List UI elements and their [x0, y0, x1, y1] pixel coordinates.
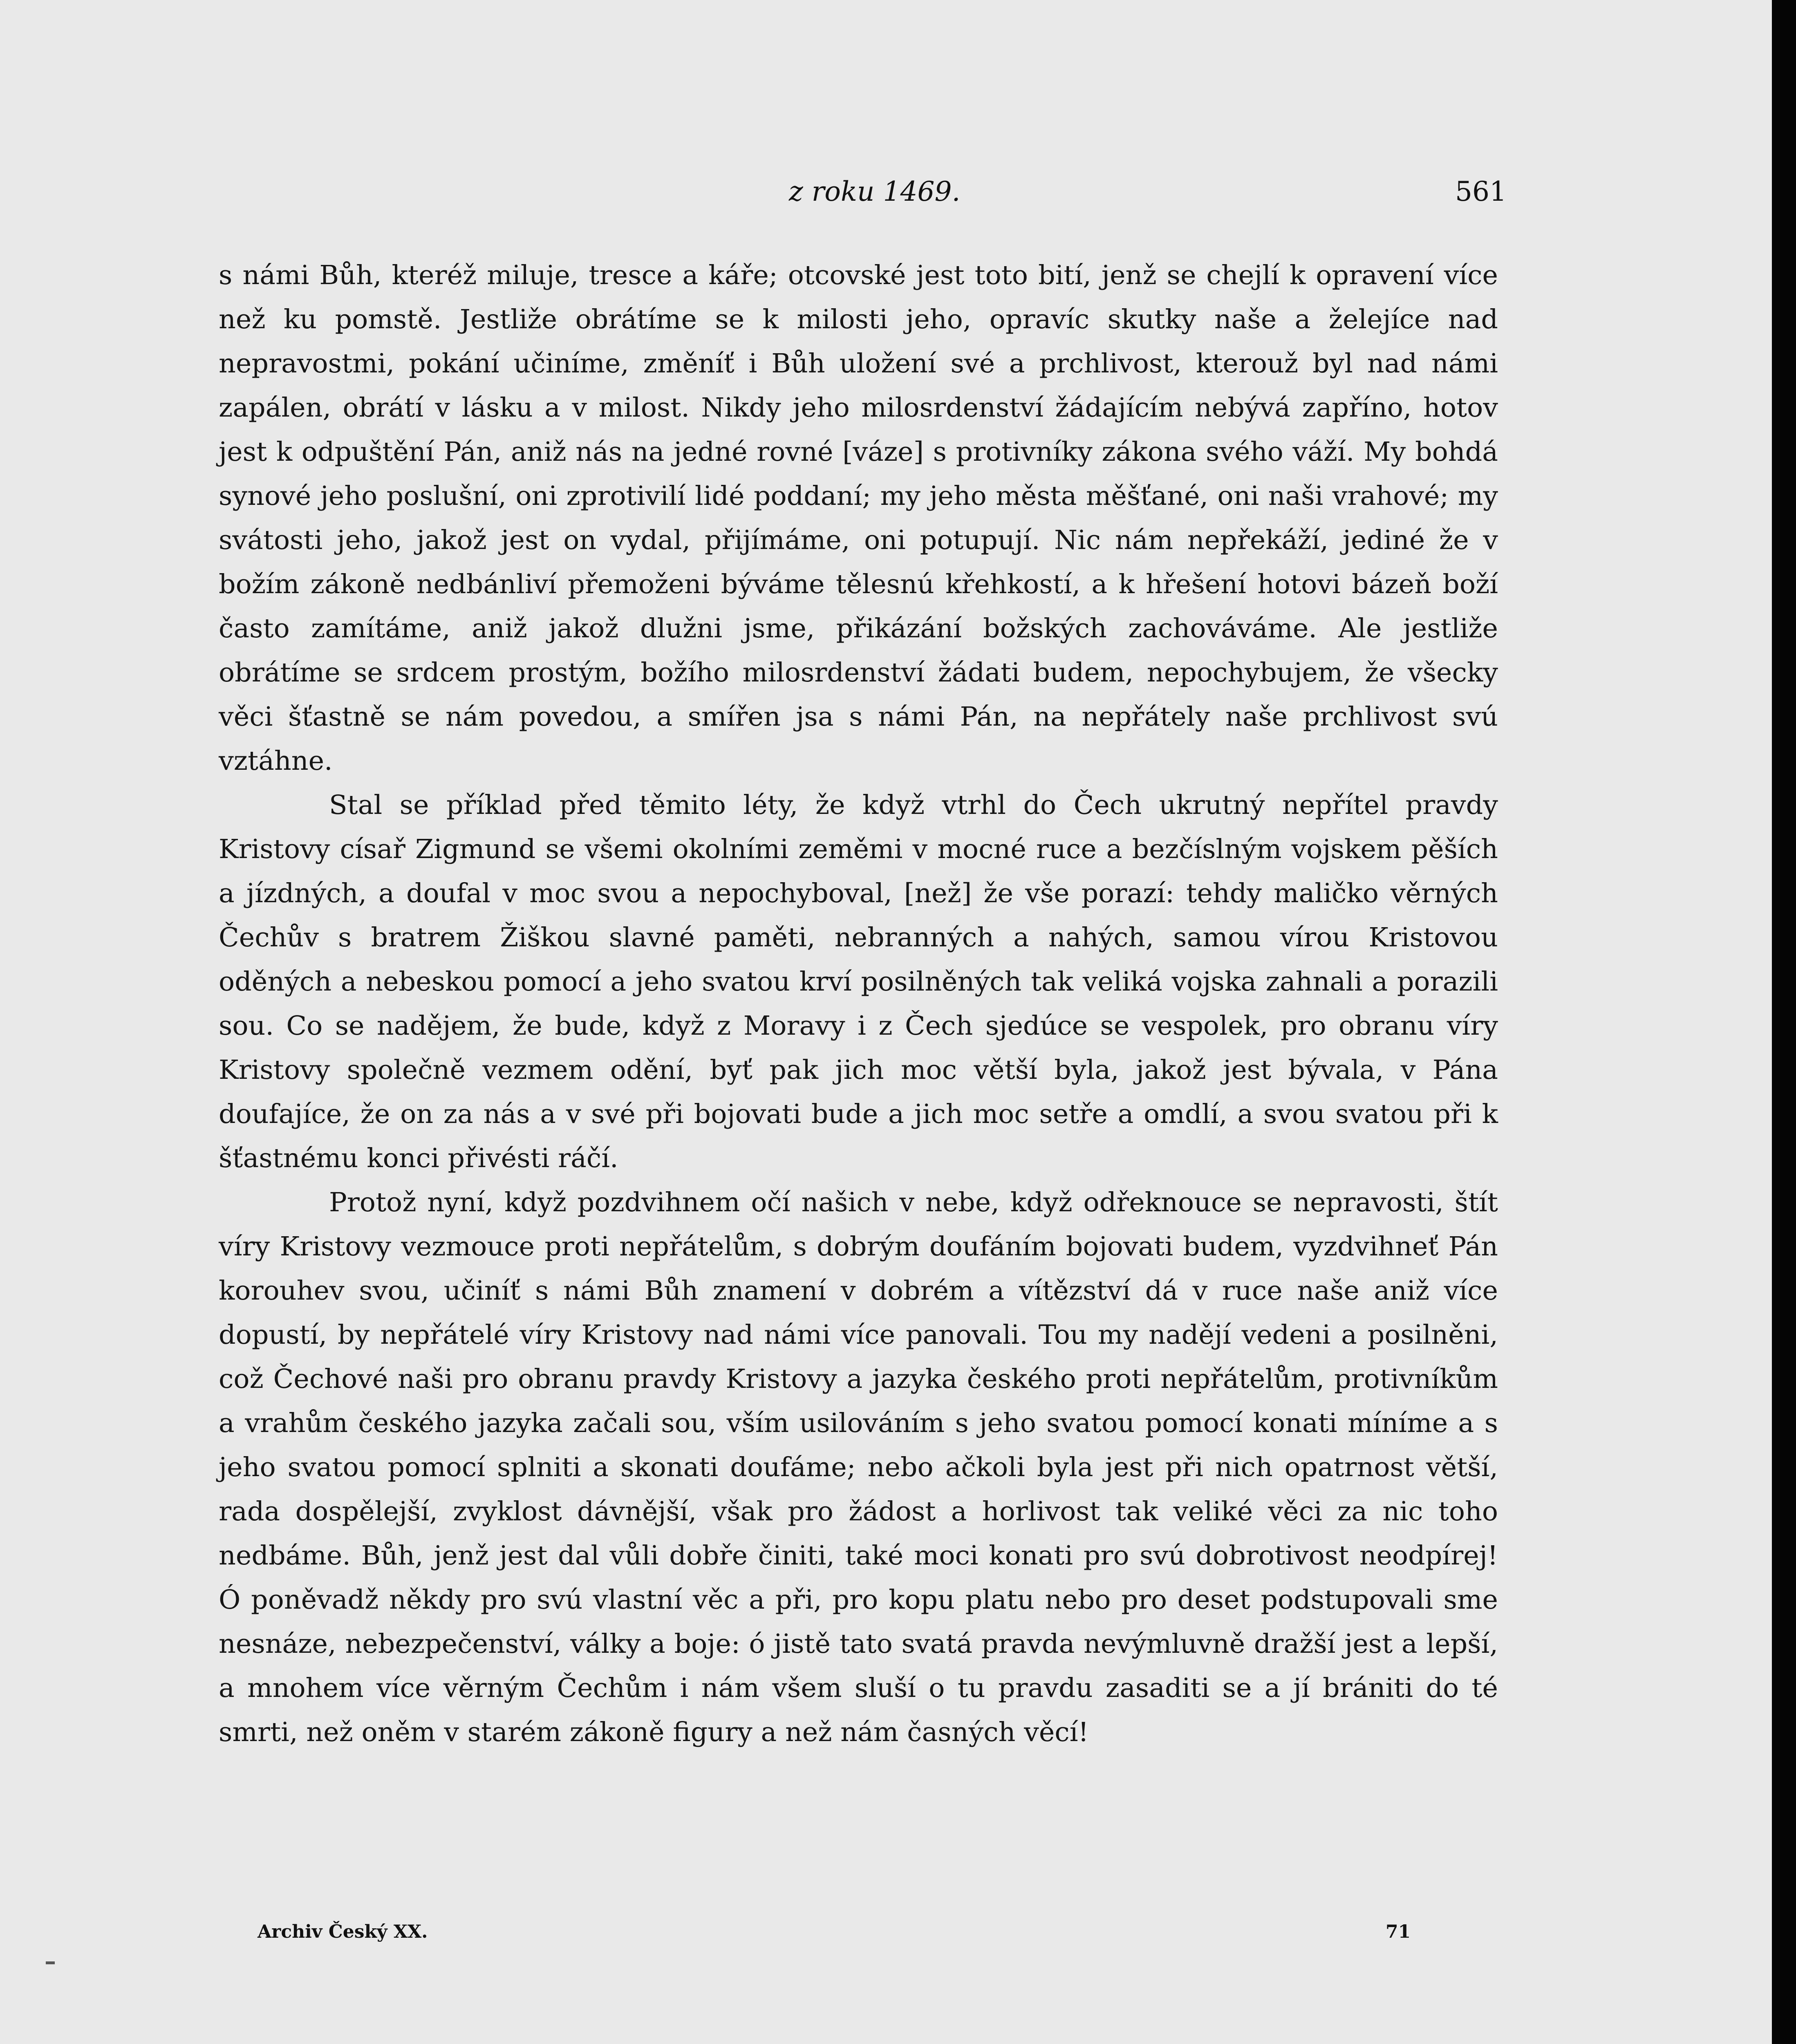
body-text — [219, 253, 1498, 1755]
page-number: 561 — [1455, 176, 1507, 207]
page-footer — [0, 1921, 1772, 1958]
paragraph-3: Protož nyní, když pozdvihnem očí našich v nebe, když odřeknouce se nepravosti, štít víry Kristovy vezmouce proti nepřátelům, s dobrým doufáním bojovati budem, vyzdvihneť Pán korouhev svou, učiníť s námi Bůh znamení v dobrém a vítězství dá v ruce naše aniž více dopustí, by nepřátelé víry Kristovy nad námi více panovali. Tou my nadějí vedeni a posilněni, což Čechové naši pro obranu pravdy Kristovy a jazyka českého proti nepřátelům, protivníkům a vrahům českého jazyka začali sou, vším usilováním s jeho svatou pomocí konati míníme a s jeho svatou pomocí splniti a skonati doufáme; nebo ačkoli byla jest při nich opatrnost větší, rada dospělejší, zvyklost dávnější, však pro žádost a horlivost tak veliké věci za nic toho nedbáme. Bůh, jenž jest dal vůli dobře činiti, také moci konati pro svú dobrotivost neodpírej! Ó poněvadž někdy pro svú vlastní věc a při, pro kopu platu nebo pro deset podstupovali sme nesnáze, nebezpečenství, války a boje: ó jistě tato svatá pravda nevýmluvně dražší jest a lepší, a mnohem více věrným Čechům i nám všem sluší o tu pravdu zasaditi se a jí brániti do té smrti, než oněm v starém zákoně figury a než nám časných věcí! — [219, 1187, 1498, 1748]
paragraph-1: s námi Bůh, kteréž miluje, tresce a káře; otcovské jest toto bití, jenž se chejlí k opravení více než ku pomstě. Jestliže obrátíme se k milosti jeho, opravíc skutky naše a želejíce nad nepravostmi, pokání učiníme, změníť i Bůh uložení své a prchlivost, kterouž byl nad námi zapálen, obrátí v lásku a v milost. Nikdy jeho milosrdenství žádajícím nebývá zapříno, hotov jest k odpuštění Pán, aniž nás na jedné rovné [váze] s protivníky zákona svého váží. My bohdá synové jeho poslušní, oni zprotivilí lidé poddaní; my jeho města měšťané, oni naši vrahové; my svátosti jeho, jakož jest on vydal, přijímáme, oni potupují. Nic nám nepřekáží, jediné že v božím zákoně nedbánliví přemoženi býváme tělesnú křehkostí, a k hřešení hotovi bázeň boží často zamítáme, aniž jakož dlužni jsme, přikázání božských zachováváme. Ale jestliže obrátíme se srdcem prostým, božího milosrdenství žádati budem, nepochybujem, že všecky věci šťastně se nám povedou, a smířen jsa s námi Pán, na nepřátely naše prchlivost svú vztáhne. — [219, 260, 1498, 776]
paragraph-2: Stal se příklad před těmito léty, že když vtrhl do Čech ukrutný nepřítel pravdy Kristovy císař Zigmund se všemi okolními zeměmi v mocné ruce a bezčíslným vojskem pěších a jízdných, a doufal v moc svou a nepochyboval, [než] že vše porazí: tehdy maličko věrných Čechův s bratrem Žiškou slavné paměti, nebranných a nahých, samou vírou Kristovou oděných a nebeskou pomocí a jeho svatou krví posilněných tak veliká vojska zahnali a porazili sou. Co se nadějem, že bude, když z Moravy i z Čech sjedúce se vespolek, pro obranu víry Kristovy společně vezmem odění, byť pak jich moc větší byla, jakož jest bývala, v Pána doufajíce, že on za nás a v své při bojovati bude a jich moc setře a omdlí, a svou svatou při k šťastnému konci přivésti ráčí. — [219, 790, 1498, 1174]
scan-edge — [1772, 0, 1796, 2044]
running-title: z roku 1469. — [789, 176, 961, 207]
margin-mark — [46, 1961, 55, 1964]
footer-sheet-number: 71 — [1386, 1921, 1411, 1942]
running-head — [0, 176, 1772, 217]
footer-signature: Archiv Český XX. — [258, 1921, 428, 1942]
